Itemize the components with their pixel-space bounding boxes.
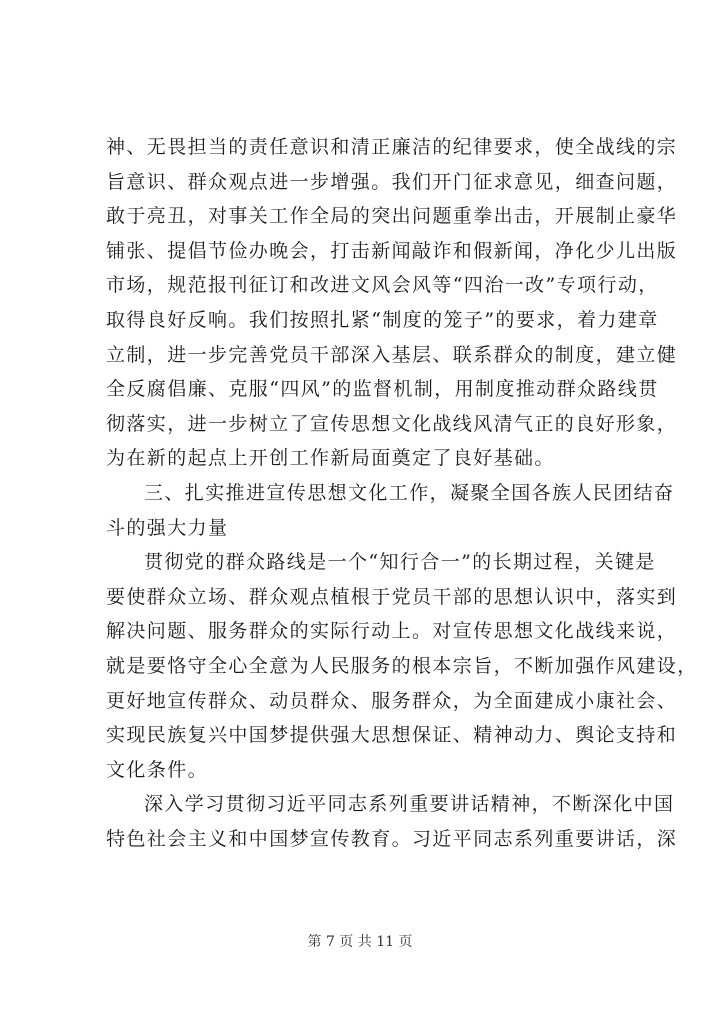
text-line: 特色社会主义和中国梦宣传教育。习近平同志系列重要讲话，深 xyxy=(106,827,678,850)
text-line: 文化条件。 xyxy=(106,758,209,781)
text-line: 市场，规范报刊征订和改进文风会风等“四治一改”专项行动， xyxy=(106,274,659,297)
text-line: 实现民族复兴中国梦提供强大思想保证、精神动力、舆论支持和 xyxy=(106,724,678,747)
text-line: 立制，进一步完善党员干部深入基层、联系群众的制度，建立健 xyxy=(106,343,678,366)
page-footer: 第 7 页 共 11 页 xyxy=(307,934,413,950)
text-line: 全反腐倡廉、克服“四风”的监督机制，用制度推动群众路线贯 xyxy=(106,378,659,401)
text-line: 解决问题、服务群众的实际行动上。对宣传思想文化战线来说， xyxy=(106,620,678,643)
text-line: 为在新的起点上开创工作新局面奠定了良好基础。 xyxy=(106,447,555,470)
text-line: 彻落实，进一步树立了宣传思想文化战线风清气正的良好形象， xyxy=(106,412,678,435)
text-line: 深入学习贯彻习近平同志系列重要讲话精神，不断深化中国 xyxy=(144,793,675,816)
text-line: 取得良好反响。我们按照扎紧“制度的笼子”的要求，着力建章 xyxy=(106,308,659,331)
text-line: 要使群众立场、群众观点植根于党员干部的思想认识中，落实到 xyxy=(106,585,678,608)
text-line: 旨意识、群众观点进一步增强。我们开门征求意见，细查问题， xyxy=(106,170,678,193)
text-line: 更好地宣传群众、动员群众、服务群众，为全面建成小康社会、 xyxy=(106,689,678,712)
text-line: 斗的强大力量 xyxy=(106,516,229,539)
document-body xyxy=(106,130,698,856)
text-line: 贯彻党的群众路线是一个“知行合一”的长期过程，关键是 xyxy=(144,551,656,574)
text-line: 敢于亮丑，对事关工作全局的突出问题重拳出击，开展制止豪华 xyxy=(106,205,678,228)
text-line: 神、无畏担当的责任意识和清正廉洁的纪律要求，使全战线的宗 xyxy=(106,136,678,158)
text-line: 就是要恪守全心全意为人民服务的根本宗旨，不断加强作风建设， xyxy=(106,654,698,677)
text-line: 三、扎实推进宣传思想文化工作，凝聚全国各族人民团结奋 xyxy=(144,481,675,504)
text-line: 铺张、提倡节俭办晚会，打击新闻敲诈和假新闻，净化少儿出版 xyxy=(106,239,678,262)
